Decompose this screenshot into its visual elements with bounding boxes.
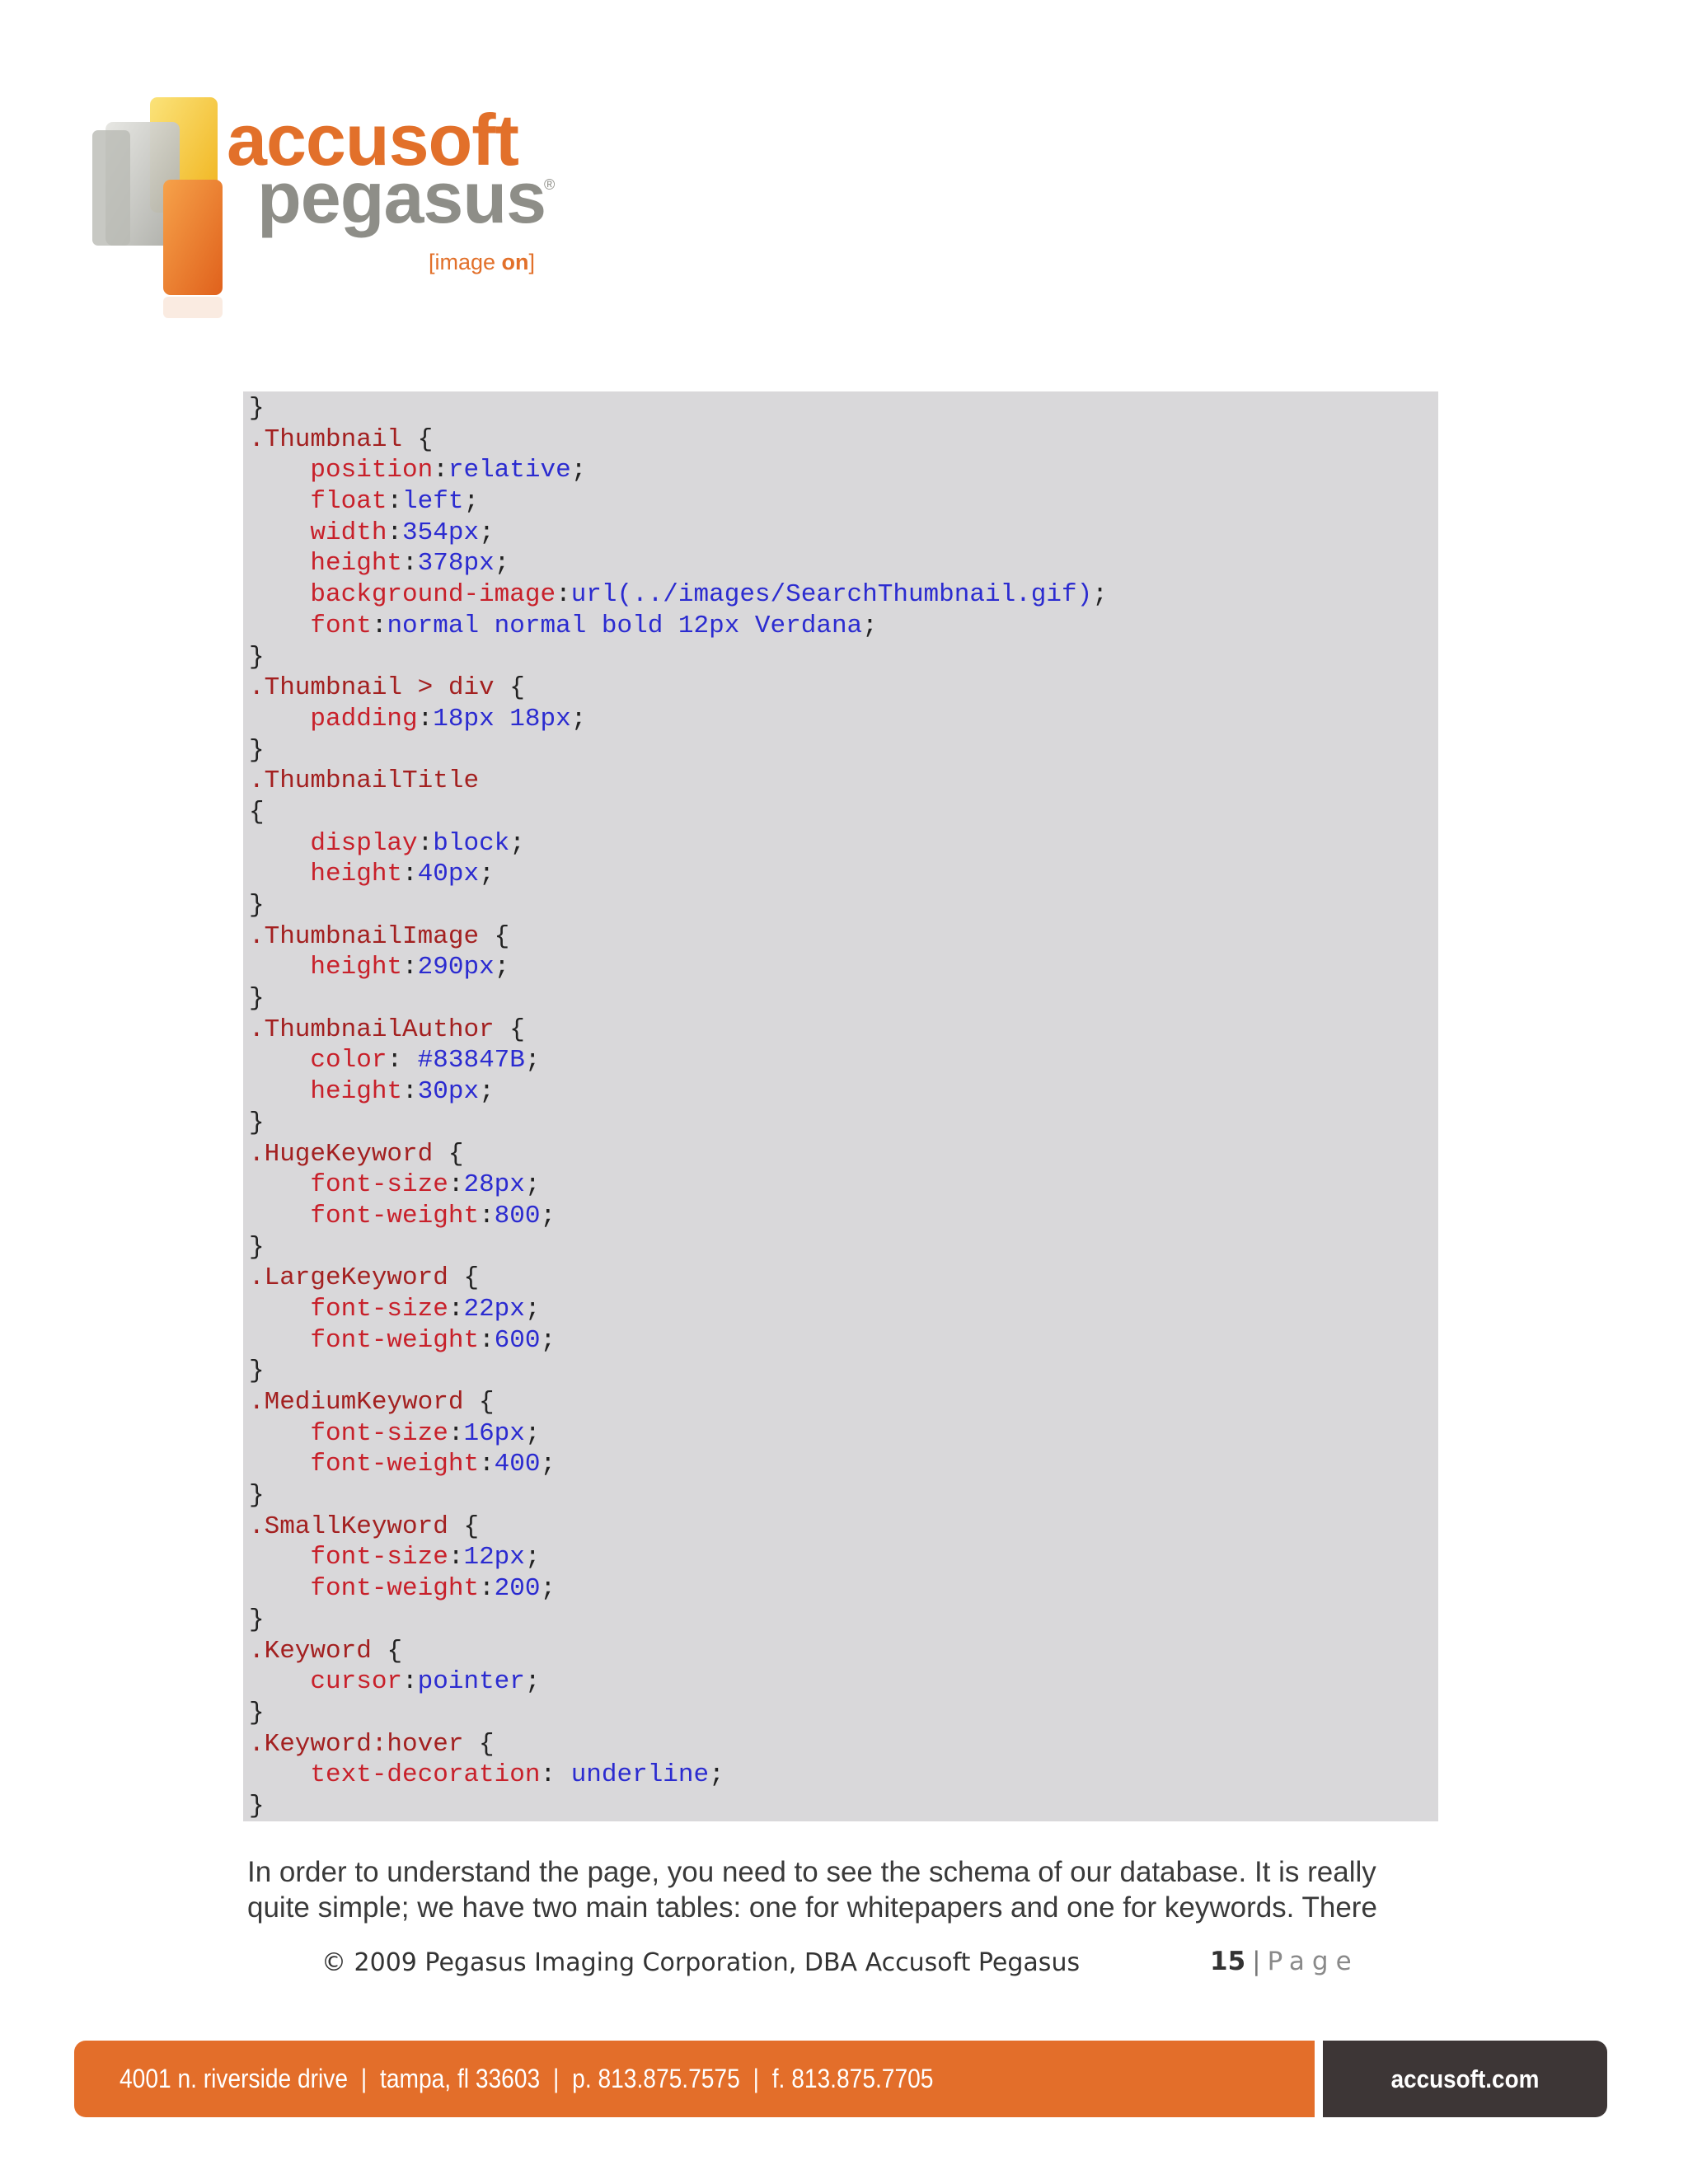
address-part: 4001 n. riverside drive	[120, 2064, 349, 2093]
code-token: :	[402, 1667, 418, 1697]
code-token	[249, 1760, 310, 1789]
code-token: ;	[540, 1201, 556, 1230]
code-token: height	[310, 549, 403, 579]
code-token: ;	[570, 456, 587, 485]
code-line	[249, 486, 1438, 518]
code-line	[249, 424, 1438, 456]
code-token: :	[402, 860, 418, 889]
code-token: :	[448, 1294, 464, 1324]
code-token	[249, 1295, 310, 1324]
code-token: :	[402, 953, 418, 982]
accusoft-pegasus-logo	[91, 89, 569, 336]
code-token: }	[249, 1232, 265, 1262]
code-token: {	[509, 1015, 525, 1044]
code-line	[249, 1387, 1438, 1418]
code-token: .HugeKeyword	[249, 1139, 448, 1169]
code-line	[249, 1076, 1438, 1108]
code-line	[249, 1294, 1438, 1325]
code-token: .LargeKeyword	[249, 1263, 464, 1293]
address-separator: |	[360, 2064, 368, 2093]
code-token	[249, 1326, 310, 1355]
code-token: ;	[709, 1760, 724, 1790]
code-token: 200	[494, 1574, 541, 1604]
code-line	[249, 1449, 1438, 1480]
code-line	[249, 1729, 1438, 1760]
code-line	[249, 952, 1438, 983]
page-number-value: 15	[1210, 1947, 1246, 1976]
code-token: }	[249, 984, 265, 1014]
code-token: color	[310, 1046, 387, 1076]
code-token: ;	[570, 704, 587, 733]
code-line	[249, 611, 1438, 642]
code-token: ;	[540, 1450, 556, 1479]
code-token: .ThumbnailImage	[249, 921, 495, 951]
code-token: :	[387, 1046, 418, 1076]
code-token: ;	[463, 487, 480, 517]
address-part: f. 813.875.7705	[771, 2064, 934, 2093]
code-line	[249, 518, 1438, 549]
code-token: padding	[310, 704, 418, 733]
code-token: relative	[448, 456, 571, 485]
code-token: display	[310, 828, 418, 858]
code-token: .ThumbnailAuthor	[249, 1015, 510, 1044]
code-token: height	[310, 953, 403, 982]
code-token: left	[402, 487, 464, 517]
code-token	[249, 1667, 310, 1696]
code-token: {	[417, 424, 434, 454]
code-line	[249, 1139, 1438, 1170]
code-token: 378px	[417, 549, 495, 579]
code-line	[249, 642, 1438, 673]
code-token	[249, 1450, 310, 1479]
code-token	[249, 456, 310, 485]
code-token: ;	[540, 1325, 556, 1355]
code-token: .Keyword:hover	[249, 1729, 480, 1759]
code-token: height	[310, 860, 403, 889]
body-line-2: quite simple; we have two main tables: one for whitepapers and one for keywords. There	[247, 1891, 1377, 1924]
code-token: }	[249, 1605, 265, 1634]
code-token: :	[402, 1077, 418, 1107]
code-token	[249, 1046, 310, 1075]
company-address	[120, 2041, 933, 2117]
code-token: :	[371, 611, 387, 640]
code-line	[249, 890, 1438, 921]
code-line	[249, 797, 1438, 828]
code-line	[249, 1666, 1438, 1698]
body-line-1: In order to understand the page, you need to see the schema of our database. It is really	[247, 1856, 1376, 1888]
code-token: ;	[524, 1543, 541, 1572]
code-token: :	[387, 487, 403, 517]
body-paragraph	[247, 1854, 1451, 1925]
code-token: ;	[479, 518, 495, 547]
css-code-block	[243, 391, 1438, 1821]
code-token: ;	[479, 1077, 495, 1107]
code-token: 30px	[417, 1077, 480, 1107]
code-line	[249, 921, 1438, 953]
code-line	[249, 1418, 1438, 1450]
code-token: :	[479, 1201, 495, 1230]
code-line	[249, 1045, 1438, 1076]
code-token: 16px	[463, 1418, 525, 1448]
code-token	[249, 1170, 310, 1199]
code-token: ;	[524, 1294, 541, 1324]
code-token: }	[249, 1791, 265, 1821]
code-token: ;	[509, 828, 525, 858]
code-line	[249, 704, 1438, 735]
code-token: :	[417, 828, 434, 858]
code-token: ;	[524, 1667, 541, 1697]
code-line	[249, 1698, 1438, 1729]
code-token: {	[249, 797, 265, 827]
code-token: ;	[479, 860, 495, 889]
code-token: 12px	[463, 1543, 525, 1572]
code-token: .MediumKeyword	[249, 1388, 480, 1417]
code-token: 40px	[417, 860, 480, 889]
code-token: 290px	[417, 953, 495, 982]
code-token	[249, 1574, 310, 1603]
code-token: float	[310, 487, 387, 517]
code-token: 400	[494, 1450, 541, 1479]
code-token: 800	[494, 1201, 541, 1230]
code-line	[249, 455, 1438, 486]
code-token	[249, 580, 310, 609]
address-part: tampa, fl 33603	[380, 2064, 541, 2093]
code-token	[249, 1202, 310, 1230]
code-token: }	[249, 642, 265, 672]
code-token: ;	[524, 1418, 541, 1448]
code-token: ;	[1092, 580, 1108, 610]
code-token: :	[448, 1170, 464, 1200]
code-token: url(../images/SearchThumbnail.gif)	[570, 580, 1093, 610]
code-token: {	[479, 1388, 495, 1417]
code-token: underline	[570, 1760, 710, 1790]
code-token: :	[417, 704, 434, 733]
code-token: {	[479, 1729, 495, 1759]
code-token: block	[433, 828, 510, 858]
code-token	[249, 549, 310, 578]
code-token: {	[387, 1636, 403, 1666]
code-token: }	[249, 394, 265, 423]
code-token: }	[249, 1108, 265, 1137]
code-token: background-image	[310, 580, 556, 610]
code-token: #83847B	[417, 1046, 525, 1076]
code-token: font-weight	[310, 1325, 480, 1355]
code-token: {	[463, 1511, 480, 1541]
code-line	[249, 1542, 1438, 1573]
address-band	[74, 2041, 1315, 2117]
code-line	[249, 859, 1438, 890]
code-line	[249, 1263, 1438, 1294]
logo-mark-icon	[91, 89, 231, 320]
logo-word-accusoft: accusoft	[227, 99, 518, 180]
code-token: {	[509, 673, 525, 703]
code-token: font-size	[310, 1543, 448, 1572]
code-line	[249, 1201, 1438, 1232]
code-token: ;	[540, 1574, 556, 1604]
code-token: }	[249, 891, 265, 920]
code-token	[249, 1077, 310, 1106]
page-word: Page	[1267, 1947, 1359, 1976]
code-token: .Thumbnail > div	[249, 673, 510, 703]
code-token: }	[249, 1481, 265, 1511]
code-token: height	[310, 1077, 403, 1107]
code-token	[249, 612, 310, 640]
code-line	[249, 548, 1438, 579]
code-token: ;	[494, 549, 510, 579]
code-token: {	[463, 1263, 480, 1293]
code-token: normal normal bold 12px Verdana	[387, 611, 863, 640]
code-token: cursor	[310, 1667, 403, 1697]
code-token: }	[249, 1357, 265, 1386]
code-token: }	[249, 1698, 265, 1727]
code-line	[249, 579, 1438, 611]
code-line	[249, 1511, 1438, 1543]
code-line	[249, 1169, 1438, 1201]
code-token: font-weight	[310, 1574, 480, 1604]
code-token: font-size	[310, 1294, 448, 1324]
code-token: text-decoration	[310, 1760, 541, 1790]
code-token: :	[402, 549, 418, 579]
code-line	[249, 1232, 1438, 1263]
page-number	[1210, 1947, 1359, 1976]
code-token: ;	[494, 953, 510, 982]
code-token: 18px 18px	[433, 704, 571, 733]
website-link[interactable]: accusoft.com	[1390, 2064, 1540, 2093]
code-line	[249, 1573, 1438, 1605]
code-token: :	[387, 518, 403, 547]
code-line	[249, 1636, 1438, 1667]
code-token: }	[249, 735, 265, 765]
code-token	[249, 487, 310, 516]
code-token: 600	[494, 1325, 541, 1355]
address-separator: |	[553, 2064, 560, 2093]
code-token: :	[540, 1760, 571, 1790]
code-token: :	[479, 1574, 495, 1604]
page-separator: |	[1252, 1947, 1261, 1976]
code-token: font-size	[310, 1170, 448, 1200]
code-line	[249, 1015, 1438, 1046]
code-token: {	[494, 921, 510, 951]
code-token: :	[433, 456, 448, 485]
code-line	[249, 1480, 1438, 1511]
website-band	[1323, 2041, 1607, 2117]
code-token: font-size	[310, 1418, 448, 1448]
code-line	[249, 393, 1438, 424]
code-line	[249, 735, 1438, 766]
code-line	[249, 1356, 1438, 1387]
code-token: width	[310, 518, 387, 547]
code-line	[249, 1325, 1438, 1357]
address-part: p. 813.875.7575	[572, 2064, 740, 2093]
code-token: .ThumbnailTitle	[249, 766, 480, 796]
code-token: ;	[524, 1046, 541, 1076]
logo-word-pegasus: pegasus	[257, 157, 546, 238]
code-token: font-weight	[310, 1201, 480, 1230]
code-token: .SmallKeyword	[249, 1511, 464, 1541]
code-token: 28px	[463, 1170, 525, 1200]
copyright-notice: © 2009 Pegasus Imaging Corporation, DBA Accusoft Pegasus	[321, 1948, 1081, 1977]
code-token	[249, 829, 310, 858]
code-line	[249, 1760, 1438, 1791]
code-token	[249, 705, 310, 733]
code-token	[249, 1419, 310, 1448]
code-token: font	[310, 611, 372, 640]
code-token: :	[556, 580, 571, 610]
code-token: 22px	[463, 1294, 525, 1324]
code-line	[249, 673, 1438, 704]
code-token: 354px	[402, 518, 480, 547]
code-token: :	[448, 1418, 464, 1448]
code-line	[249, 983, 1438, 1015]
code-token: pointer	[417, 1667, 525, 1697]
logo-registered-mark: ®	[544, 176, 556, 193]
code-token: :	[479, 1450, 495, 1479]
code-token: :	[479, 1325, 495, 1355]
code-line	[249, 1605, 1438, 1636]
code-token: ;	[862, 611, 878, 640]
code-token: ;	[524, 1170, 541, 1200]
code-line	[249, 1108, 1438, 1139]
code-token	[249, 860, 310, 888]
code-token: font-weight	[310, 1450, 480, 1479]
code-token: position	[310, 456, 434, 485]
logo-tagline: [image on]	[429, 250, 536, 274]
code-token	[249, 1543, 310, 1572]
code-line	[249, 1791, 1438, 1822]
address-separator: |	[753, 2064, 759, 2093]
code-token: :	[448, 1543, 464, 1572]
code-token	[249, 518, 310, 547]
code-line	[249, 828, 1438, 860]
code-token: .Thumbnail	[249, 424, 418, 454]
code-line	[249, 766, 1438, 797]
code-token: {	[448, 1139, 464, 1169]
code-token: .Keyword	[249, 1636, 387, 1666]
code-token	[249, 953, 310, 982]
